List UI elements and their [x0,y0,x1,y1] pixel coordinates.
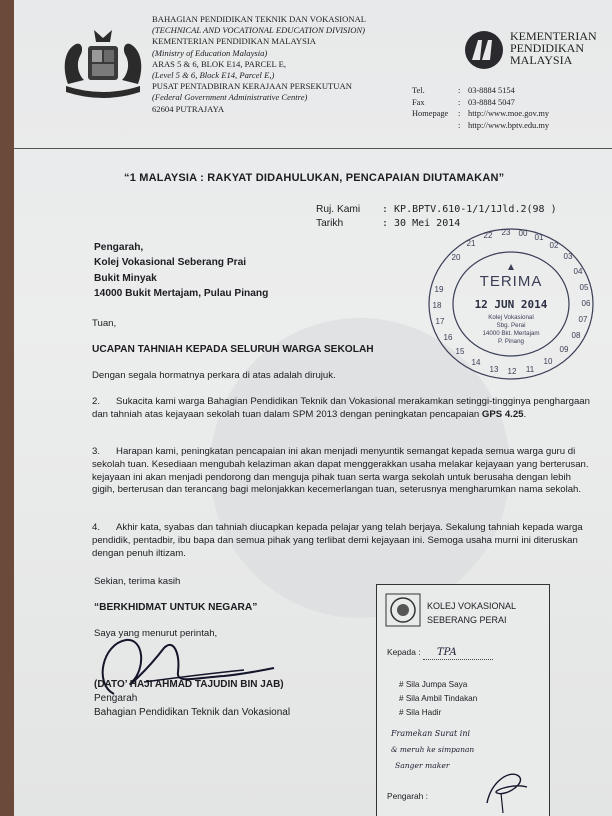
slip-option: # Sila Hadir [399,708,442,717]
gps-value: GPS 4.25 [481,408,524,420]
letterhead-line: ARAS 5 & 6, BLOK E14, PARCEL E, [152,58,287,69]
svg-text:17: 17 [435,317,445,326]
stamp-org-line: Kolej Vokasional [488,314,534,321]
paragraph-number: 3. [92,446,101,457]
slip-kepada-value: TPA [437,647,457,658]
addressee-line: Kolej Vokasional Seberang Prai [94,257,247,269]
svg-text:18: 18 [432,301,442,310]
kpm-logo-text [510,30,597,66]
stamp-org-line: P. Pinang [497,338,525,345]
letterhead-line: KEMENTERIAN PENDIDIKAN MALAYSIA [152,36,316,47]
svg-text:12: 12 [507,367,517,376]
slip-org [427,599,516,627]
svg-text:07: 07 [578,315,588,324]
contact-details [412,85,612,131]
letterhead-line: 62604 PUTRAJAYA [152,103,225,114]
contact-value: 03-8884 5047 [468,97,515,107]
svg-text:23: 23 [501,228,511,237]
stamp-org-line: 14000 Bkt. Mertajam [482,330,540,337]
slip-org-line: KOLEJ VOKASIONAL [427,601,517,611]
letterhead-line: (Ministry of Education Malaysia) [152,47,268,58]
svg-text:20: 20 [451,253,461,262]
paragraph-number: 4. [92,522,101,533]
letterhead-line: (Federal Government Administrative Centre) [152,92,308,103]
signatory-title: Pengarah [94,693,138,704]
contact-value: 03-8884 5154 [468,86,515,95]
letterhead-line: PUSAT PENTADBIRAN KERAJAAN PERSEKUTUAN [152,81,352,92]
paragraph-text: Akhir kata, syabas dan tahniah diucapkan kepada pelajar yang telah berjaya. Sekalung tahniah kepada warga pendidik, pentadbir, ibu bapa dan semua pihak yang terlibat demi kejayaan ini. Semoga usaha murni ini diteruskan dengan penuh iltizam. [92,522,583,559]
contact-value: http://www.bptv.edu.my [468,120,550,130]
svg-text:15: 15 [455,347,465,356]
signatory-dept: Bahagian Pendidikan Teknik dan Vokasional [94,707,291,718]
svg-text:02: 02 [549,241,559,250]
slip-pengarah: Pengarah : [387,791,428,801]
paragraph-4 [92,522,594,560]
paragraph-2 [92,396,594,422]
svg-text:03: 03 [563,252,573,261]
routing-slip [376,584,550,816]
kpm-logo-icon [462,30,506,70]
salutation: Tuan, [92,318,117,329]
svg-text:09: 09 [559,345,569,354]
slip-option: # Sila Jumpa Saya [399,680,468,689]
college-logo-icon [385,593,421,627]
tarikh-value: : 30 Mei 2014 [382,218,461,229]
letterhead-divider [14,148,612,149]
signatory-name: (DATO’ HAJI AHMAD TAJUDIN BIN JAB) [94,679,284,690]
svg-text:00: 00 [518,229,528,238]
contact-label: Fax [412,97,425,107]
slip-kepada [387,647,421,657]
contact-label [412,120,458,132]
svg-text:05: 05 [579,283,589,292]
paragraph-3 [92,446,594,497]
svg-text:16: 16 [443,333,453,342]
addressee-line: Bukit Minyak [94,272,157,284]
svg-text:14: 14 [471,358,481,367]
contact-colon: : [458,120,461,130]
svg-text:08: 08 [571,331,581,340]
tarikh-label: Tarikh [316,218,344,229]
kpm-logo-line: PENDIDIKAN [510,41,584,55]
slip-org-line: SEBERANG PERAI [427,615,507,625]
order-line: Saya yang menurut perintah, [94,628,218,639]
svg-text:10: 10 [543,357,553,366]
signatory-block [94,678,290,720]
slip-initials-scribble [477,753,537,813]
letter-page [14,0,612,816]
letterhead-line: (TECHNICAL AND VOCATIONAL EDUCATION DIVISION) [152,25,366,36]
letterhead-line: (Level 5 & 6, Block E14, Parcel E,) [152,70,275,81]
paragraph-text: Harapan kami, peningkatan pencapaian ini akan menjadi menyuntik semangat kepada semua warga guru di sekolah tuan. Kesediaan mengubah kelaziman akan dapat menggerakkan usaha melakar kejayaan yang berterusan. kejayaan ini akan menjadi pendorong dan menguja pihak tuan serta warga sekolah untuk berusaha dengan lebih gigih, berterusan dan terancang bagi melonjakkan kecemerlangan tuan, seterusnya mengharumkan nama sekolah. [92,446,589,496]
reference-row [316,203,557,217]
paragraph-number: 2. [92,396,101,407]
kpm-logo-line: MALAYSIA [510,53,573,67]
slip-kepada-label: Kepada : [387,647,421,657]
ruj-value: : KP.BPTV.610-1/1/1Jld.2(98 ) [382,204,557,215]
addressee-line: Pengarah, [94,242,144,253]
contact-row [412,120,612,132]
service-slogan: “BERKHIDMAT UNTUK NEGARA” [94,602,258,613]
stamp-org-line: Sbg. Perai [496,322,526,329]
malaysia-crest-icon [58,24,148,102]
svg-text:06: 06 [581,299,591,308]
slip-note-line: Sanger maker [395,761,450,770]
contact-row [412,97,612,109]
closing-line: Sekian, terima kasih [94,576,181,587]
contact-colon: : [458,109,461,119]
slip-kepada-line [423,659,493,660]
contact-row [412,108,612,120]
addressee-block [94,240,268,302]
slip-note-line: & meruh ke simpanan [391,745,475,754]
svg-text:13: 13 [489,365,499,374]
received-stamp [426,226,596,382]
paragraph-end: . [523,408,527,420]
paragraph-text: Sukacita kami warga Bahagian Pendidikan Teknik dan Vokasional merakamkan setinggi-tingginya penghargaan dan tahniah atas kejayaan sekolah tuan dalam SPM 2013 dengan peningkatan pencapaian [92,396,590,420]
contact-value: http://www.moe.gov.my [468,109,550,119]
kpm-logo-line: KEMENTERIAN [510,29,597,43]
slip-options [399,678,477,720]
letter-subject: UCAPAN TAHNIAH KEPADA SELURUH WARGA SEKOLAH [92,344,374,355]
svg-text:21: 21 [466,239,476,248]
slip-option: # Sila Ambil Tindakan [399,694,478,703]
svg-text:01: 01 [534,233,544,242]
svg-text:04: 04 [573,267,583,276]
svg-text:22: 22 [483,231,493,240]
national-motto: “1 MALAYSIA : RAKYAT DIDAHULUKAN, PENCAPAIAN DIUTAMAKAN” [124,172,505,184]
letterhead-address [152,14,442,115]
contact-label: Homepage [412,109,449,119]
stamp-date: 12 JUN 2014 [474,298,548,311]
addressee-line: 14000 Bukit Mertajam, Pulau Pinang [94,288,269,300]
slip-note-line: Framekan Surat ini [391,729,471,738]
stamp-label: TERIMA [479,273,543,290]
contact-row [412,85,612,97]
letterhead-line: BAHAGIAN PENDIDIKAN TEKNIK DAN VOKASIONAL [152,14,367,24]
contact-colon: : [458,86,461,95]
ruj-label: Ruj. Kami [316,204,361,215]
contact-label: Tel. [412,86,425,95]
opening-line: Dengan segala hormatnya perkara di atas adalah dirujuk. [92,370,336,381]
contact-colon: : [458,97,461,107]
svg-text:19: 19 [434,285,444,294]
svg-text:11: 11 [525,365,535,374]
